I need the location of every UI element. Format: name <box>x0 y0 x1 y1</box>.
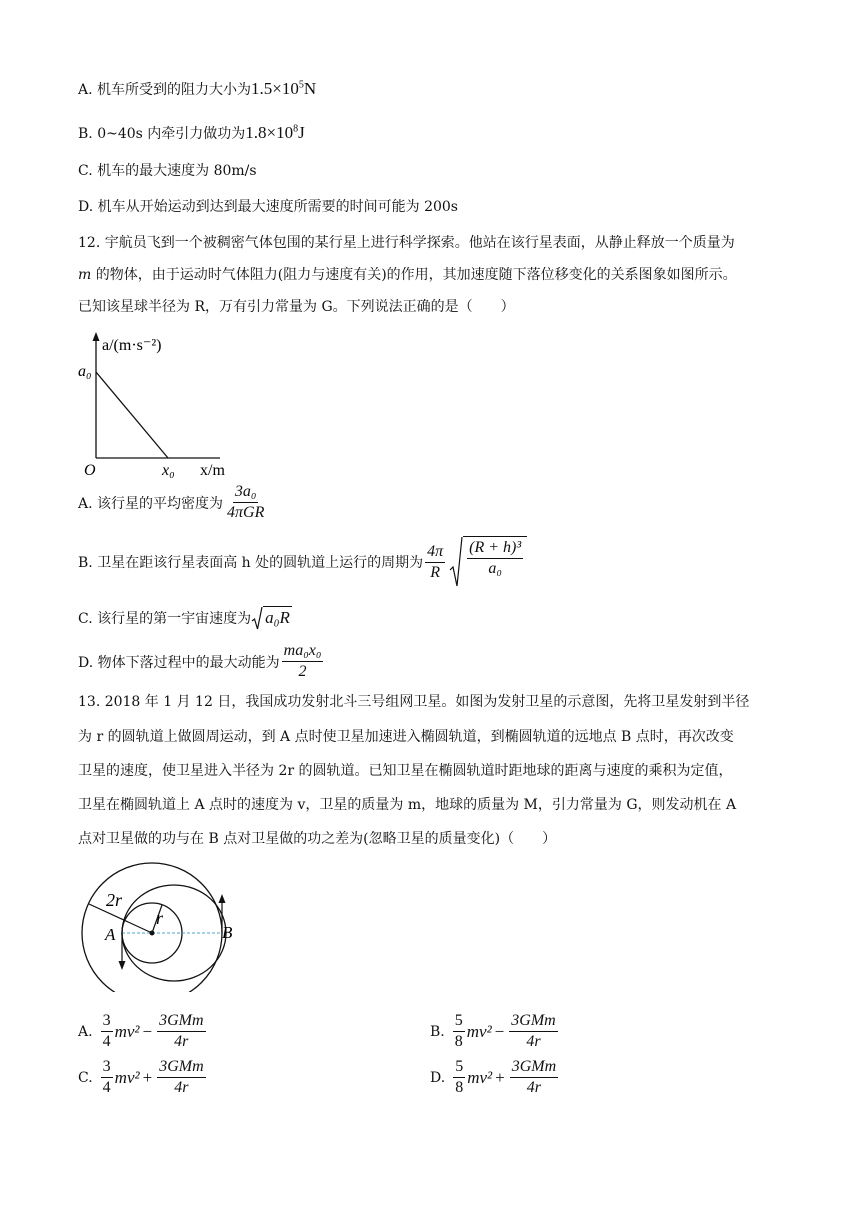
q13-option-d: D. $\frac{5}{8}$ mv² + $\frac{\text{3GMm}}{4r}$ <box>430 1058 557 1096</box>
q11-b-value: $1.8\times 10^8J$ <box>245 123 305 142</box>
a0-label: a₀ <box>78 363 92 380</box>
q13-stem-line3: 卫星的速度，使卫星进入半径为 2r 的圆轨道。已知卫星在椭圆轨道时距地球的距离与速度的乘积为定值， <box>78 763 733 779</box>
q13-stem-line4: 卫星在椭圆轨道上 A 点时的速度为 v，卫星的质量为 m，地球的质量为 M，引力常量为 G，则发动机在 A <box>78 797 737 813</box>
q12-acceleration-graph <box>76 330 256 478</box>
arrowhead-a <box>119 961 126 970</box>
q12-stem-line2: m 的物体，由于运动时气体阻力(阻力与速度有关)的作用，其加速度随下落位移变化的关系图象如图所示。 <box>78 267 737 283</box>
q13-option-b: B. $\frac{5}{8}$ mv² − $\frac{\text{3GMm}}{4r}$ <box>430 1012 556 1050</box>
q12-d-fraction: $\frac{\text{ma₀x₀}}{2}$ <box>283 642 322 680</box>
q13-option-a: A. $\frac{3}{4}$ mv² − $\frac{\text{3GMm}}{4r}$ <box>78 1012 204 1050</box>
q12-b-coefficient: $\frac{4\pi}{R}$ <box>427 542 444 581</box>
x0-label: x₀ <box>162 462 175 478</box>
q12-option-c: C. 该行星的第一宇宙速度为 a₀R <box>78 606 292 630</box>
x-axis-label: x/m <box>200 462 225 478</box>
y-axis-label: a/(m·s⁻²) <box>102 337 162 354</box>
q12-stem-line1: 12. 宇航员飞到一个被稠密气体包围的某行星上进行科学探索。他站在该行星表面，从静止释放一个质量为 <box>78 235 735 251</box>
q12-b-radical <box>449 536 527 588</box>
q11-a-value: $1.5\times 10^5N$ <box>251 79 317 98</box>
earth-center <box>150 931 155 936</box>
label-r: r <box>156 908 164 928</box>
sqrt-sign <box>449 536 463 588</box>
q11-option-b: B. 0~40s 内牵引力做功为$1.8\times 10^8J$ <box>78 123 305 142</box>
label-a: A <box>105 925 116 944</box>
q12-option-b: B. 卫星在距该行星表面高 h 处的圆轨道上运行的周期为 $\frac{4\pi}{R}$ $\frac{\text{(R + h)³}}{\text{a₀}}$ <box>78 536 527 588</box>
acceleration-line <box>96 372 168 458</box>
outer-orbit-2r <box>82 863 222 992</box>
y-axis-arrow <box>93 332 100 341</box>
q12-option-d: D. 物体下落过程中的最大动能为 $\frac{\text{ma₀x₀}}{2}$ <box>78 642 322 680</box>
origin-label: O <box>84 462 96 478</box>
q12-c-radical: a₀R <box>251 606 292 630</box>
q11-option-a: A. 机车所受到的阻力大小为$1.5\times 10^5N$ <box>78 79 317 98</box>
q12-stem-line3: 已知该星球半径为 R，万有引力常量为 G。下列说法正确的是（ ） <box>78 299 515 315</box>
q12-b-radicand: $\frac{\text{(R + h)³}}{\text{a₀}}$ <box>469 539 522 577</box>
q13-stem-line1: 13. 2018 年 1 月 12 日，我国成功发射北斗三号组网卫星。如图为发射卫星的示意图，先将卫星发射到半径 <box>78 694 750 710</box>
q12-option-a: A. 该行星的平均密度为 $\frac{\text{3a₀}}{\text{4πGR}}$ <box>78 483 265 521</box>
q13-stem-line2: 为 r 的圆轨道上做圆周运动，到 A 点时使卫星加速进入椭圆轨道，到椭圆轨道的远地点 B 点时，再次改变 <box>78 729 734 745</box>
label-2r: 2r <box>106 890 123 910</box>
q12-a-fraction: $\frac{\text{3a₀}}{\text{4πGR}}$ <box>227 483 265 521</box>
q13-orbit-diagram <box>76 860 246 992</box>
arrowhead-b <box>219 894 226 903</box>
q11-option-c: C. 机车的最大速度为 80m/s <box>78 163 257 179</box>
label-b: B <box>222 923 233 942</box>
q13-option-c: C. $\frac{3}{4}$ mv² + $\frac{\text{3GMm}}{4r}$ <box>78 1058 204 1096</box>
q11-option-d: D. 机车从开始运动到达到最大速度所需要的时间可能为 200s <box>78 199 458 215</box>
sqrt-sign <box>251 606 263 630</box>
q13-stem-line5: 点对卫星做的功与在 B 点对卫星做的功之差为(忽略卫星的质量变化)（ ） <box>78 831 557 847</box>
